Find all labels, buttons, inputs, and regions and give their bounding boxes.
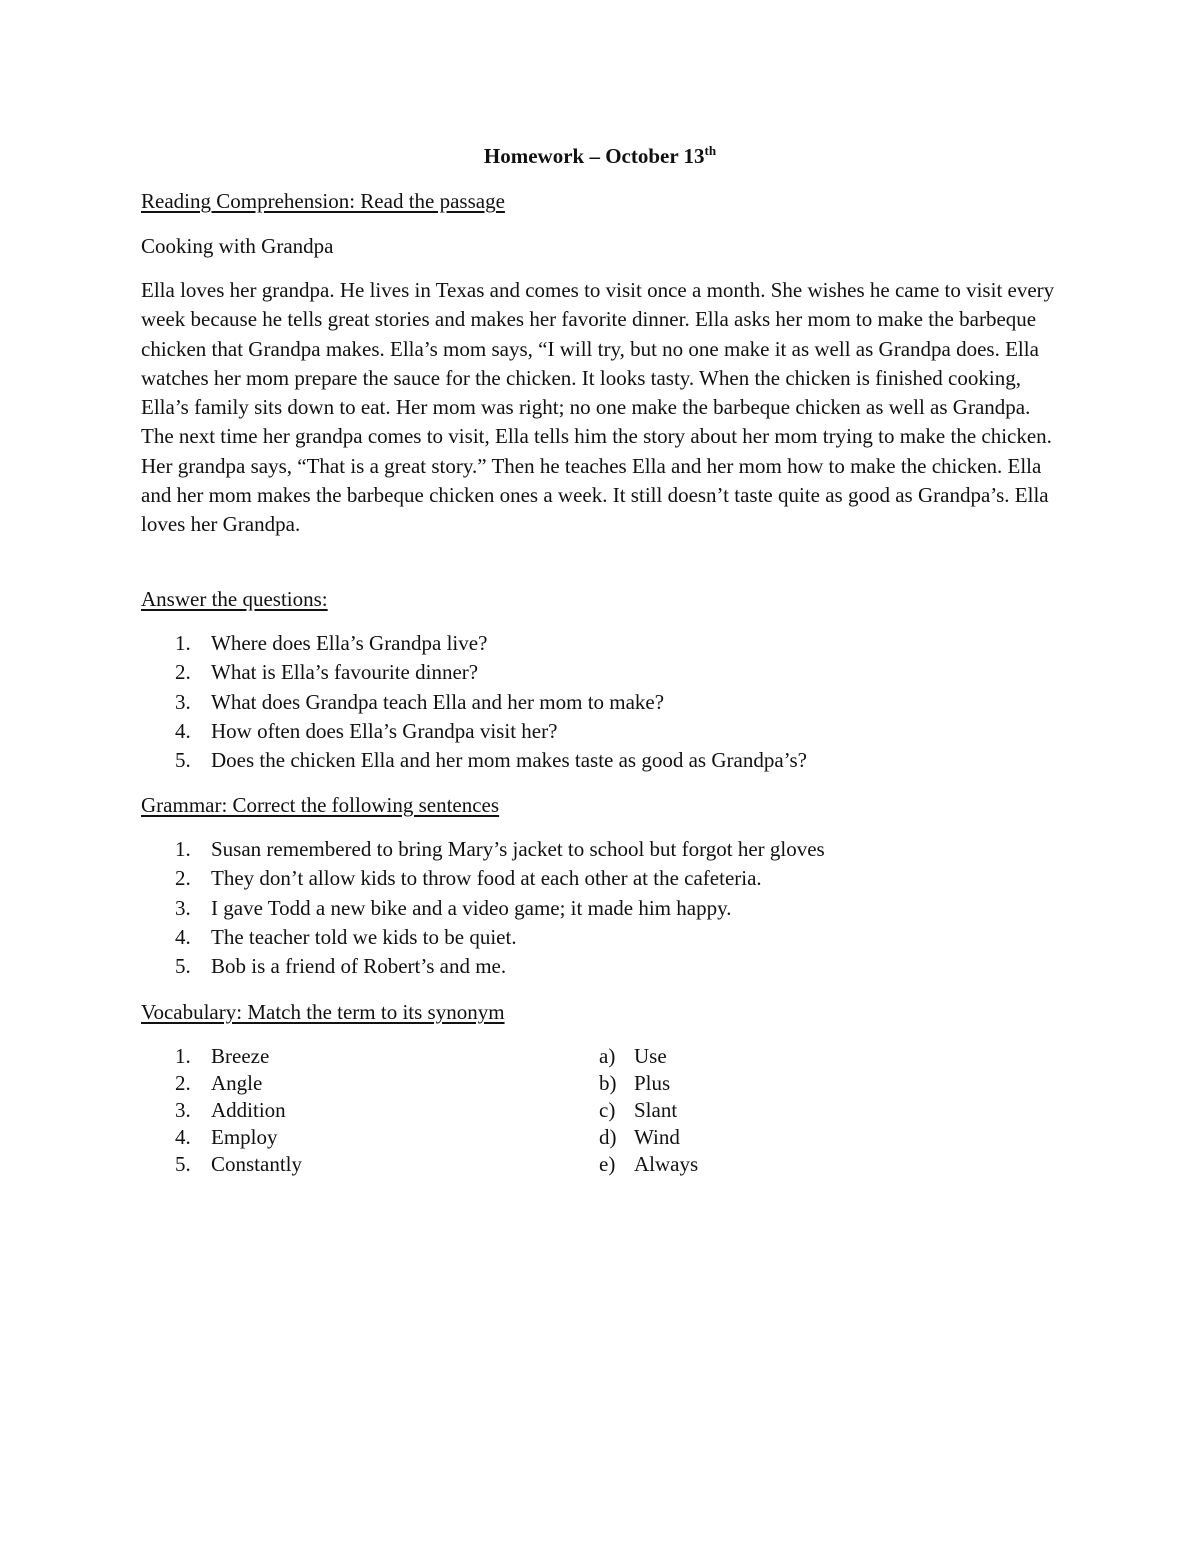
story-title: Cooking with Grandpa [141, 234, 334, 258]
question-text: Where does Ella’s Grandpa live? [211, 631, 488, 655]
question-number: 4. [175, 718, 191, 743]
synonym-text: Slant [634, 1098, 678, 1122]
grammar-list [0, 835, 825, 981]
question-text: What is Ella’s favourite dinner? [211, 660, 479, 685]
synonym-letter: e) [599, 1152, 616, 1176]
vocabulary-synonym [0, 1124, 698, 1151]
grammar-item [0, 864, 825, 893]
term-text: Addition [211, 1098, 286, 1122]
grammar-sentence: I gave Todd a new bike and a video game; it made him happy. [211, 895, 732, 920]
term-text: Constantly [211, 1152, 303, 1176]
term-number: 2. [175, 1071, 191, 1095]
question-text: How often does Ella’s Grandpa visit her? [211, 718, 558, 743]
term-number: 4. [175, 1125, 191, 1149]
term-text: Breeze [211, 1044, 270, 1068]
questions-list [0, 629, 807, 775]
grammar-number: 3. [175, 895, 191, 920]
vocabulary-heading: Vocabulary: Match the term to its synonym [141, 1000, 505, 1024]
question-item [0, 688, 807, 717]
page-title-text: Homework – October 13 [483, 144, 705, 168]
question-text: What does Grandpa teach Ella and her mom to make? [211, 689, 665, 714]
synonym-letter: a) [599, 1044, 616, 1068]
term-number: 3. [175, 1098, 191, 1122]
synonym-text: Always [634, 1152, 699, 1176]
question-number: 5. [175, 748, 191, 773]
vocabulary-synonym [0, 1070, 698, 1097]
question-item [0, 746, 807, 775]
question-number: 3. [175, 689, 191, 714]
synonym-text: Plus [634, 1071, 671, 1095]
page-title-superscript: th [704, 143, 717, 158]
question-number: 2. [175, 660, 191, 685]
reading-heading: Reading Comprehension: Read the passage [141, 189, 505, 213]
questions-heading: Answer the questions: [141, 587, 328, 611]
vocabulary-synonym [0, 1151, 698, 1178]
synonym-letter: b) [599, 1071, 617, 1095]
page-title [0, 141, 1200, 171]
grammar-item [0, 923, 825, 952]
vocabulary-synonym [0, 1097, 698, 1124]
grammar-item [0, 894, 825, 923]
grammar-item [0, 952, 825, 981]
question-text: Does the chicken Ella and her mom makes taste as good as Grandpa’s? [211, 748, 807, 773]
grammar-number: 4. [175, 924, 191, 949]
term-text: Employ [211, 1125, 278, 1149]
term-text: Angle [211, 1071, 263, 1095]
grammar-number: 1. [175, 837, 191, 861]
question-item [0, 629, 807, 658]
synonym-letter: c) [599, 1098, 616, 1122]
grammar-sentence: The teacher told we kids to be quiet. [211, 924, 517, 949]
grammar-number: 2. [175, 866, 191, 891]
reading-passage: Ella loves her grandpa. He lives in Texas and comes to visit once a month. She wishes he came to visit every week because he tells great stories and makes her favorite dinner. Ella asks her mom to make the barbeque chicken that Grandpa makes. Ella’s mom says, “I will try, but no one make it as well as Grandpa does. Ella watches her mom prepare the sauce for the chicken. It looks tasty. When the chicken is finished cooking, Ella’s family sits down to eat. Her mom was right; no one make the barbeque chicken as well as Grandpa. The next time her grandpa comes to visit, Ella tells him the story about her mom trying to make the chicken. Her grandpa says, “That is a great story.” Then he teaches Ella and her mom how to make the chicken. Ella and her mom makes the barbeque chicken ones a week. It still doesn’t taste quite as good as Grandpa’s. Ella loves her Grandpa. [141, 278, 1055, 537]
grammar-item [0, 835, 825, 864]
term-number: 5. [175, 1152, 191, 1176]
synonym-letter: d) [599, 1125, 617, 1149]
vocabulary-synonyms-list [0, 1043, 698, 1178]
grammar-number: 5. [175, 954, 191, 979]
term-number: 1. [175, 1044, 191, 1068]
synonym-text: Wind [634, 1125, 680, 1149]
grammar-sentence: They don’t allow kids to throw food at each other at the cafeteria. [211, 866, 762, 891]
synonym-text: Use [634, 1044, 667, 1068]
grammar-heading: Grammar: Correct the following sentences [141, 793, 500, 817]
question-item [0, 658, 807, 687]
question-item [0, 717, 807, 746]
vocabulary-synonym [0, 1043, 698, 1070]
grammar-sentence: Susan remembered to bring Mary’s jacket to school but forgot her gloves [211, 837, 825, 861]
question-number: 1. [175, 631, 191, 655]
grammar-sentence: Bob is a friend of Robert’s and me. [211, 954, 507, 979]
